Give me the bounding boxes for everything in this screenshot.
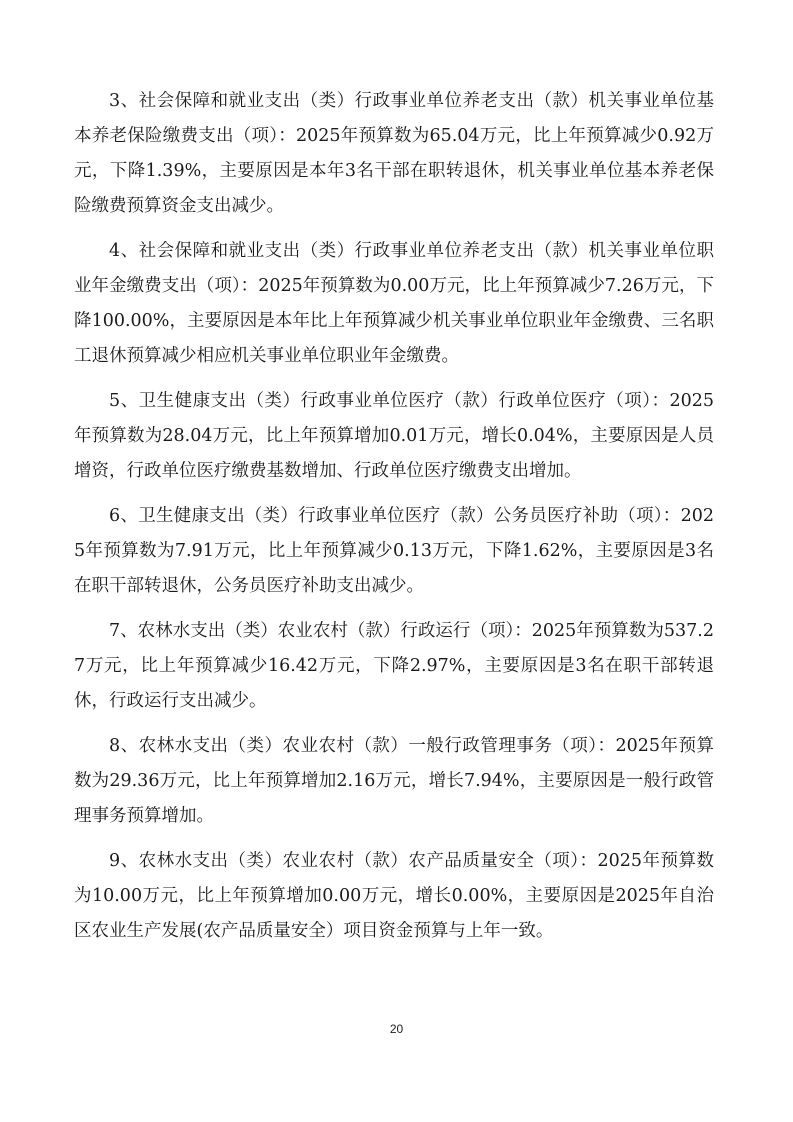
paragraph-item-9: 9、农林水支出（类）农业农村（款）农产品质量安全（项）：2025年预算数为10.00万元，比上年预算增加0.00万元，增长0.00%，主要原因是2025年自治区农业生产发展(农产品质量安全）项目资金预算与上年一致。 [74,851,714,941]
page-number: 20 [389,1022,404,1036]
paragraph-item-5: 5、卫生健康支出（类）行政事业单位医疗（款）行政单位医疗（项）：2025年预算数为28.04万元，比上年预算增加0.01万元，增长0.04%，主要原因是人员增资，行政单位医疗缴费基数增加、行政单位医疗缴费支出增加。 [74,391,714,481]
paragraph-item-6: 6、卫生健康支出（类）行政事业单位医疗（款）公务员医疗补助（项）：2025年预算数为7.91万元，比上年预算减少0.13万元，下降1.62%，主要原因是3名在职干部转退休，公务员医疗补助支出减少。 [74,506,714,596]
paragraph-item-8: 8、农林水支出（类）农业农村（款）一般行政管理事务（项）：2025年预算数为29.36万元，比上年预算增加2.16万元，增长7.94%，主要原因是一般行政管理事务预算增加。 [74,736,714,826]
paragraph-item-4: 4、社会保障和就业支出（类）行政事业单位养老支出（款）机关事业单位职业年金缴费支出（项）：2025年预算数为0.00万元，比上年预算减少7.26万元，下降100.00%，主要原因是本年比上年预算减少机关事业单位职业年金缴费、三名职工退休预算减少相应机关事业单位职业年金缴费。 [74,241,714,366]
paragraph-item-7: 7、农林水支出（类）农业农村（款）行政运行（项）：2025年预算数为537.27万元，比上年预算减少16.42万元，下降2.97%，主要原因是3名在职干部转退休，行政运行支出减少。 [74,621,714,711]
document-body [74,84,714,959]
paragraph-item-3: 3、社会保障和就业支出（类）行政事业单位养老支出（款）机关事业单位基本养老保险缴费支出（项）：2025年预算数为65.04万元，比上年预算减少0.92万元，下降1.39%，主要原因是本年3名干部在职转退休，机关事业单位基本养老保险缴费预算资金支出减少。 [74,91,714,216]
